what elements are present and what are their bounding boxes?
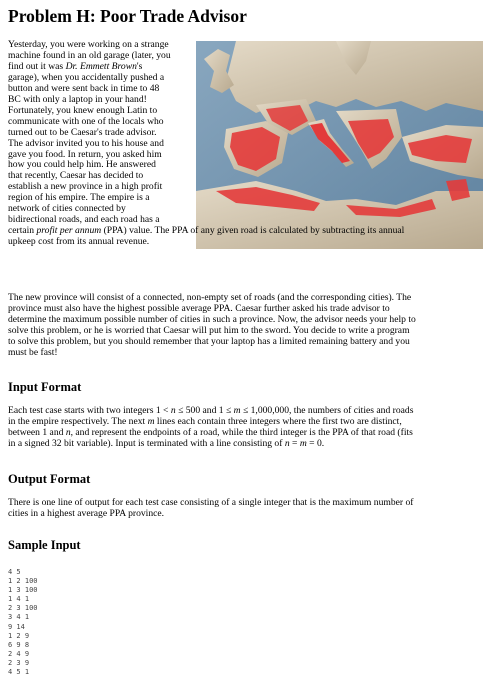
input-format-paragraph xyxy=(8,406,484,450)
sample-input-line: 1 2 100 xyxy=(8,577,38,586)
output-format-paragraph xyxy=(8,498,484,520)
sample-input-heading: Sample Input xyxy=(8,538,81,552)
sample-input-line: 4 5 xyxy=(8,568,21,576)
input-format-line: Each test case starts with two integers 1 < n ≤ 500 and 1 ≤ m ≤ 1,000,000, the numbers of cities and roads xyxy=(8,405,414,416)
problem-title: Problem H: Poor Trade Advisor xyxy=(8,6,247,26)
intro-line: Fortunately, you knew enough Latin to xyxy=(8,104,158,116)
description-line: must be fast! xyxy=(8,346,58,358)
intro-line: how you could help him. He answered xyxy=(8,159,156,171)
sample-input-line: 1 3 100 xyxy=(8,586,38,595)
output-format-line: cities in a highest average PPA province. xyxy=(8,507,165,519)
input-format-line: in the empire respectively. The next m lines each contain three integers where the first two are distinct, xyxy=(8,415,402,427)
intro-line: bidirectional roads, and each road has a xyxy=(8,214,160,226)
intro-paragraph xyxy=(8,40,484,248)
intro-line: certain profit per annum (PPA) value. The PPA of any given road is calculated by subtracting its annual xyxy=(8,225,405,237)
intro-line: BC with only a laptop in your hand! xyxy=(8,93,147,105)
sample-input-line: 4 5 1 xyxy=(8,668,30,677)
sample-input-block xyxy=(8,568,38,677)
intro-line: communicate with one of the locals who xyxy=(8,115,164,127)
intro-line: upkeep cost from its annual revenue. xyxy=(8,236,150,248)
intro-line: turned out to be Caesar's trade advisor. xyxy=(8,126,157,138)
intro-line: Yesterday, you were working on a strange xyxy=(8,39,169,50)
output-format-line: There is one line of output for each test case consisting of a single integer that is the maximum number of xyxy=(8,497,414,508)
description-paragraph xyxy=(8,293,484,359)
input-format-line: between 1 and n, and represent the endpoints of a road, while the third integer is the PPA of that road (fits xyxy=(8,426,413,438)
input-format-lines xyxy=(8,406,484,450)
input-format-heading: Input Format xyxy=(8,380,82,394)
intro-lines xyxy=(8,40,484,248)
intro-line: network of cities connected by xyxy=(8,203,126,215)
intro-line: establish a new province in a high profit xyxy=(8,181,163,193)
output-format-heading: Output Format xyxy=(8,472,91,486)
description-lines xyxy=(8,293,484,359)
sample-input-line: 1 4 1 xyxy=(8,595,30,604)
intro-line: The advisor invited you to his house and xyxy=(8,137,164,149)
sample-input-line: 3 4 1 xyxy=(8,613,30,622)
intro-line: that recently, Caesar has decided to xyxy=(8,170,144,182)
intro-line: machine found in an old garage (later, you xyxy=(8,49,171,61)
intro-line: garage), when you accidentally pushed a xyxy=(8,71,165,83)
sample-input-line: 2 3 9 xyxy=(8,658,30,667)
intro-line: button and were sent back in time to 48 xyxy=(8,82,160,94)
intro-line: gave you food. In return, you asked him xyxy=(8,148,162,160)
sample-input-line: 1 2 9 xyxy=(8,631,30,640)
output-format-lines xyxy=(8,498,484,520)
description-line: solve this problem, or he is worried that Caesar will put him to the sword. You decide to write a program xyxy=(8,324,410,336)
description-line: determine the maximum possible number of cities in such a province. Now, the advisor needs your help to xyxy=(8,313,416,325)
sample-input-line: 6 9 8 xyxy=(8,640,30,649)
sample-input-line: 2 4 9 xyxy=(8,649,30,658)
intro-line: find out it was Dr. Emmett Brown's xyxy=(8,60,143,72)
input-format-line: in a signed 32 bit variable). Input is terminated with a line consisting of n = m = 0. xyxy=(8,437,325,449)
description-line: province must also have the highest possible average PPA. Caesar further asked his trade advisor to xyxy=(8,302,390,314)
sample-input-line: 2 3 100 xyxy=(8,604,38,613)
sample-input-line: 9 14 xyxy=(8,622,25,631)
description-line: The new province will consist of a connected, non-empty set of roads (and the corresponding cities). The xyxy=(8,292,412,303)
intro-line: region of his empire. The empire is a xyxy=(8,192,150,204)
description-line: to solve this problem, but you should remember that your laptop has a limited remaining battery and you xyxy=(8,335,410,347)
